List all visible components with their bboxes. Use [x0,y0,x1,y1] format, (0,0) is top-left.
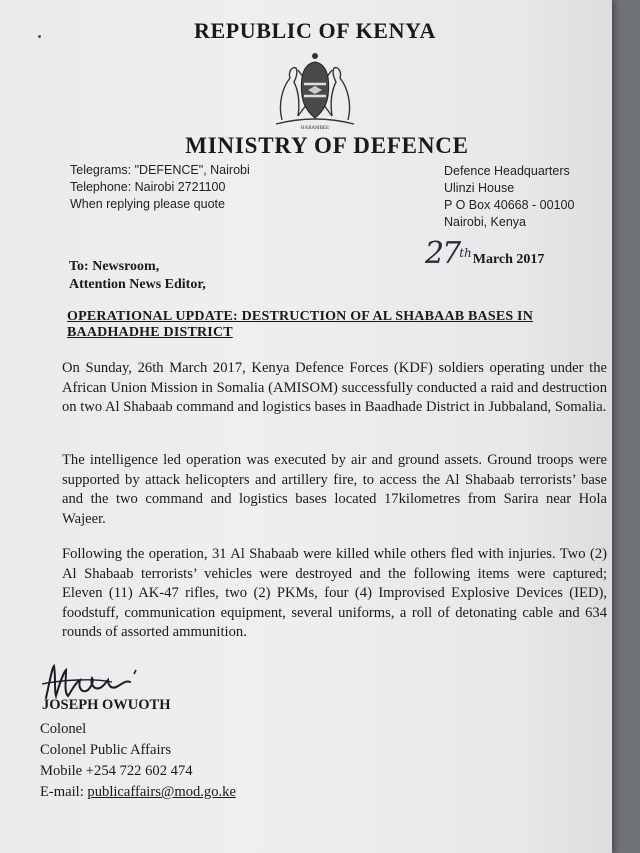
contact-block-left [70,162,250,213]
po-box-line: P O Box 40668 - 00100 [444,198,575,212]
city-line: Nairobi, Kenya [444,215,526,229]
signatory-name: JOSEPH OWUOTH [42,697,171,713]
signatory-rank: Colonel [40,721,87,737]
to-line: To: Newsroom, [69,259,160,274]
signatory-email-line [40,782,236,803]
subject-heading: OPERATIONAL UPDATE: DESTRUCTION OF AL SHABAAB BASES IN BAADHADHE DISTRICT [67,309,534,340]
body-paragraph-3: Following the operation, 31 Al Shabaab were killed while others fled with injuries. Two (2) Al Shabaab terrorists’ vehicles were destroyed and the following items were captured; Eleven (11) AK-47 rifles, two (2) PKMs, four (4) Improvised Explosive Devices (IED), foodstuff, communication equipment, several uniforms, a roll of detonating cable and 634 rounds of assorted ammunition. [62,546,607,640]
svg-text:HARAMBEE: HARAMBEE [300,126,330,130]
signature-block [40,719,236,803]
signatory-title: Colonel Public Affairs [40,742,172,758]
ministry-heading: MINISTRY OF DEFENCE [185,133,469,158]
hq-line: Defence Headquarters [444,164,570,178]
handwritten-day-suffix: th [459,245,472,260]
email-label: E-mail: [40,784,88,800]
email-link[interactable]: publicaffairs@mod.go.ke [87,784,236,800]
contact-block-right [444,163,574,231]
letter-date [425,236,544,271]
kenya-coat-of-arms-icon [268,50,362,130]
telegrams-line: Telegrams: "DEFENCE", Nairobi [70,163,250,177]
reply-note: When replying please quote [70,197,225,211]
country-heading: REPUBLIC OF KENYA [193,18,437,43]
telephone-line: Telephone: Nairobi 2721100 [70,180,226,194]
addressee-block [69,258,206,294]
attention-line: Attention News Editor, [69,277,206,292]
body-paragraph-1: On Sunday, 26th March 2017, Kenya Defence Forces (KDF) soldiers operating under the African Union Mission in Somalia (AMISOM) successfully conducted a raid and destruction on two Al Shabaab command and logistics bases in Baadhade District in Jubbaland, Somalia. [62,360,607,415]
house-line: Ulinzi House [444,181,515,195]
signatory-mobile: Mobile +254 722 602 474 [40,763,193,779]
printed-date: March 2017 [472,252,545,267]
body-paragraph-2: The intelligence led operation was executed by air and ground assets. Ground troops were supported by attack helicopters and artillery fire, to access the Al Shabaab terrorists’ base and the two command and logistics bases located 17kilometres from Sarira near Hola Wajeer. [62,452,607,527]
handwritten-day: 27 [425,236,460,271]
